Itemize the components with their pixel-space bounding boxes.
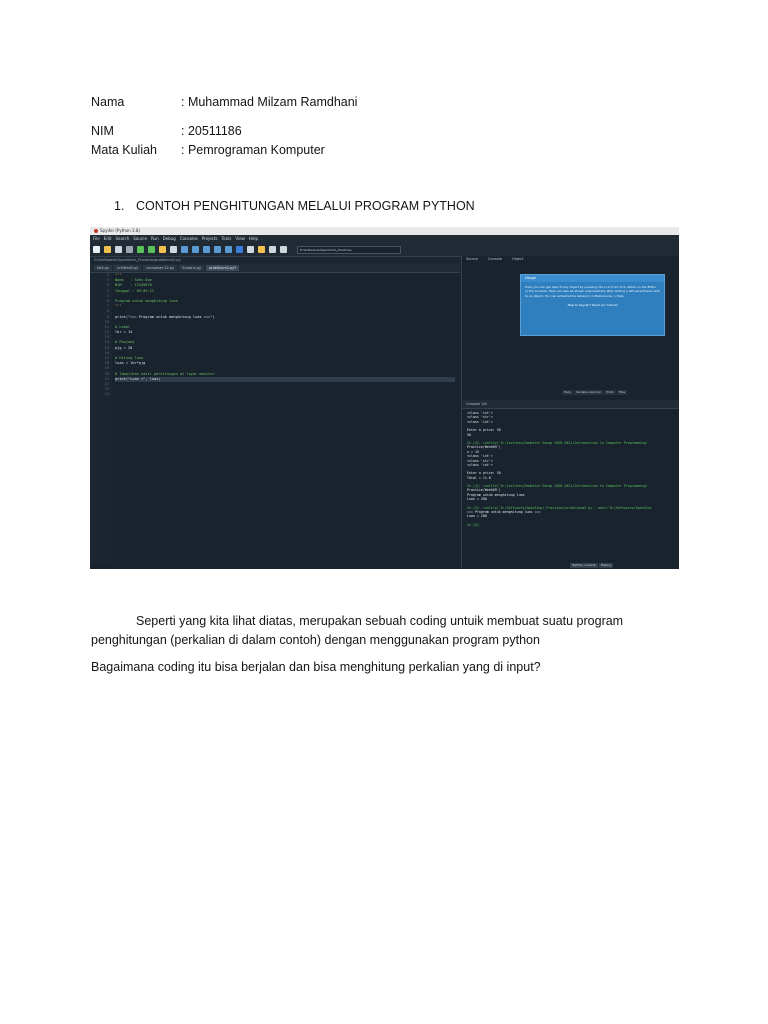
code-line: """ bbox=[115, 304, 122, 309]
menu-item[interactable]: View bbox=[235, 236, 245, 241]
code-line: luas = lbr*pjg bbox=[115, 361, 146, 366]
line-number: 7 bbox=[106, 304, 109, 309]
code-editor[interactable] bbox=[90, 264, 460, 569]
console-line: x = 15 bbox=[467, 449, 479, 454]
nim-value: : 20511186 bbox=[181, 124, 242, 138]
help-usage-title: Usage bbox=[521, 275, 664, 282]
code-line: Tanggal : 09-09-21 bbox=[115, 288, 154, 293]
line-number: 1 bbox=[106, 273, 109, 277]
line-number: 24 bbox=[104, 392, 109, 397]
course-row bbox=[91, 143, 325, 157]
line-number: 17 bbox=[104, 356, 109, 360]
toolbar-button-icon[interactable] bbox=[126, 246, 133, 253]
toolbar-button-icon[interactable] bbox=[280, 246, 287, 253]
section-title: CONTOH PENGHITUNGAN MELALUI PROGRAM PYTHON bbox=[136, 199, 475, 213]
line-number: 3 bbox=[106, 283, 109, 288]
console-line: Total = 11.6 bbox=[467, 475, 491, 480]
pane-tab[interactable]: Plots bbox=[606, 390, 614, 394]
line-number: 15 bbox=[104, 345, 109, 350]
console-line: Luas = 280 bbox=[467, 497, 487, 502]
paragraph-2: Bagaimana coding itu bisa berjalan dan bisa menghitung perkalian yang di input? bbox=[91, 660, 541, 674]
menu-item[interactable]: Source bbox=[133, 236, 147, 241]
console-bottom-tab[interactable]: History bbox=[600, 563, 612, 567]
editor-tab[interactable]: praktikum2.py* bbox=[206, 265, 239, 271]
console-line: <class 'int'> bbox=[467, 462, 493, 467]
toolbar-button-icon[interactable] bbox=[247, 246, 254, 253]
menu-item[interactable]: Run bbox=[150, 236, 159, 241]
menu-item[interactable]: File bbox=[93, 236, 100, 241]
line-number: 14 bbox=[104, 340, 109, 345]
app-icon bbox=[94, 229, 98, 233]
line-number: 13 bbox=[104, 335, 109, 340]
pane-tab[interactable]: Files bbox=[618, 390, 626, 394]
console-line: In [4]: runfile('D:/Lectures/Semester Genap 2020-2021/Introduction to Computer Programming/ bbox=[467, 484, 648, 489]
toolbar-button-icon[interactable] bbox=[203, 246, 210, 253]
console-bottom-tab[interactable]: IPython console bbox=[572, 563, 596, 567]
editor-tab[interactable]: SuaaLis.py bbox=[179, 265, 204, 271]
course-value: : Pemrograman Komputer bbox=[181, 143, 325, 157]
code-line: """ bbox=[115, 273, 122, 277]
code-line: print("=== Program untuk menghitung luas ===") bbox=[115, 314, 215, 319]
line-number: 18 bbox=[104, 361, 109, 366]
code-line bbox=[115, 392, 455, 397]
line-number: 19 bbox=[104, 366, 109, 371]
code-line: lbr = 14 bbox=[115, 330, 133, 335]
toolbar-button-icon[interactable] bbox=[148, 246, 155, 253]
code-line: Program untuk menghitung luas bbox=[115, 298, 178, 303]
console-line: <class 'int'> bbox=[467, 419, 493, 424]
line-number: 11 bbox=[104, 324, 109, 329]
menu-item[interactable]: Projects bbox=[201, 236, 218, 241]
code-line: # Tampilkan hasil perhitungan di layar monitor bbox=[115, 371, 215, 376]
toolbar-button-icon[interactable] bbox=[225, 246, 232, 253]
name-label: Nama bbox=[91, 95, 125, 109]
toolbar-button-icon[interactable] bbox=[181, 246, 188, 253]
console-line: Enter a price: 50 bbox=[467, 428, 501, 433]
help-source-option[interactable]: Object bbox=[511, 257, 524, 261]
help-usage-text: Here you can get help of any object by pressing Ctrl+I in front of it, either on the Editor or the Console. Help can also be shown automatically after writing a left parenthesis next to an object. You can activate this behavior in Preferences > Help. bbox=[525, 285, 660, 298]
line-number: 23 bbox=[104, 387, 109, 392]
right-pane bbox=[461, 256, 679, 569]
line-number: 16 bbox=[104, 350, 109, 355]
toolbar-button-icon[interactable] bbox=[159, 246, 166, 253]
line-number: 20 bbox=[104, 371, 109, 376]
pane-tab[interactable]: Variable explorer bbox=[575, 390, 602, 394]
editor-tab[interactable]: composer.32.py bbox=[143, 265, 177, 271]
toolbar-button-icon[interactable] bbox=[115, 246, 122, 253]
console-line: In [5]: runfile('D:/Softwares/OpenSims/_Practices/praktikum2.py', wdir='D:/Softwares/OpenSims bbox=[467, 505, 652, 510]
help-source-option[interactable]: Source bbox=[466, 257, 479, 261]
toolbar bbox=[90, 243, 679, 257]
nim-row bbox=[91, 124, 242, 138]
name-row bbox=[91, 95, 357, 109]
menu-bar bbox=[90, 235, 679, 243]
code-line: print("Luas =", luas) bbox=[115, 377, 455, 382]
console-header bbox=[462, 400, 679, 409]
line-number: 4 bbox=[106, 288, 109, 293]
code-line: # Hitung luas bbox=[115, 356, 144, 360]
code-area[interactable] bbox=[115, 273, 455, 398]
menu-item[interactable]: Edit bbox=[103, 236, 112, 241]
menu-item[interactable]: Help bbox=[248, 236, 259, 241]
help-usage-footer[interactable]: New to Spyder? Read our tutorial bbox=[567, 303, 618, 308]
console-line: 50 bbox=[467, 432, 471, 437]
help-usage-box bbox=[520, 274, 665, 336]
menu-item[interactable]: Consoles bbox=[179, 236, 198, 241]
window-titlebar bbox=[90, 227, 679, 235]
line-number: 6 bbox=[106, 298, 109, 303]
path-input[interactable]: D:\Softwares\OpenSims\_Practices bbox=[297, 246, 401, 254]
pane-tab[interactable]: Help bbox=[564, 390, 571, 394]
line-number: 5 bbox=[106, 293, 109, 298]
code-line: Nama : Sahs Doe bbox=[115, 278, 152, 283]
code-line: # Panjang bbox=[115, 340, 135, 345]
line-number: 8 bbox=[106, 309, 109, 314]
console-line: Enter a price: 50 bbox=[467, 471, 501, 476]
toolbar-button-icon[interactable] bbox=[269, 246, 276, 253]
line-number: 2 bbox=[106, 278, 109, 283]
editor-tab[interactable]: lat4.py bbox=[94, 265, 112, 271]
console-line: <class 'int'> bbox=[467, 454, 493, 459]
console-line: <class 'int'> bbox=[467, 411, 493, 415]
help-header bbox=[462, 256, 679, 263]
console-line: In [3]: runfile('D:/Lectures/Semester Genap 2020-2021/Introduction to Computer Programming/ bbox=[467, 440, 648, 445]
console-line: Luas = 280 bbox=[467, 514, 487, 519]
code-line: NIM : 12345678 bbox=[115, 283, 152, 288]
toolbar-button-icon[interactable] bbox=[104, 246, 111, 253]
toolbar-button-icon[interactable] bbox=[236, 246, 243, 253]
menu-item[interactable]: Tools bbox=[221, 236, 232, 241]
console-line: In [6]: bbox=[467, 522, 481, 527]
editor-file-path: D:\Softwares\OpenSims\_Practices\praktikum2.py bbox=[90, 257, 679, 264]
nim-label: NIM bbox=[91, 124, 114, 138]
console-line: <class 'str'> bbox=[467, 415, 493, 420]
pane-tabs bbox=[562, 390, 628, 395]
toolbar-button-icon[interactable] bbox=[214, 246, 221, 253]
editor-tabs bbox=[90, 264, 460, 273]
toolbar-button-icon[interactable] bbox=[192, 246, 199, 253]
section-heading bbox=[114, 199, 475, 213]
ipython-console[interactable] bbox=[467, 411, 679, 527]
editor-tab[interactable]: untitled0.py bbox=[114, 265, 141, 271]
console-line: Practice/Week09') bbox=[467, 488, 501, 493]
line-number: 10 bbox=[104, 319, 109, 324]
spyder-screenshot bbox=[90, 227, 679, 569]
paragraph-1: Seperti yang kita lihat diatas, merupakan sebuah coding untuik membuat suatu program penghitungan (perkalian di dalam contoh) dengan menggunakan program python bbox=[91, 614, 624, 647]
console-line: Program untuk menghitung luas bbox=[467, 492, 525, 497]
console-tab[interactable]: Console 1/A bbox=[466, 402, 487, 406]
code-line: pjg = 20 bbox=[115, 345, 133, 350]
line-number: 12 bbox=[104, 330, 109, 335]
line-number: 21 bbox=[104, 376, 109, 381]
line-number: 22 bbox=[104, 381, 109, 386]
console-line: <class 'str'> bbox=[467, 458, 493, 463]
course-label: Mata Kuliah bbox=[91, 143, 158, 157]
toolbar-button-icon[interactable] bbox=[93, 246, 100, 253]
toolbar-button-icon[interactable] bbox=[170, 246, 177, 253]
console-line: === Program untuk menghitung luas === bbox=[467, 510, 541, 515]
window-title: Spyder (Python 3.8) bbox=[100, 228, 140, 233]
section-number: 1. bbox=[114, 199, 125, 213]
code-line: # Lebar bbox=[115, 324, 131, 329]
menu-item[interactable]: Search bbox=[115, 236, 130, 241]
help-source-option[interactable]: Console bbox=[488, 257, 502, 261]
console-line: Practice/Week09') bbox=[467, 445, 501, 450]
name-value: : Muhammad Milzam Ramdhani bbox=[181, 95, 358, 109]
line-number-gutter bbox=[90, 273, 112, 563]
toolbar-button-icon[interactable] bbox=[258, 246, 265, 253]
line-number: 9 bbox=[106, 314, 109, 319]
toolbar-button-icon[interactable] bbox=[137, 246, 144, 253]
console-bottom-tabs bbox=[570, 563, 614, 568]
menu-item[interactable]: Debug bbox=[162, 236, 176, 241]
